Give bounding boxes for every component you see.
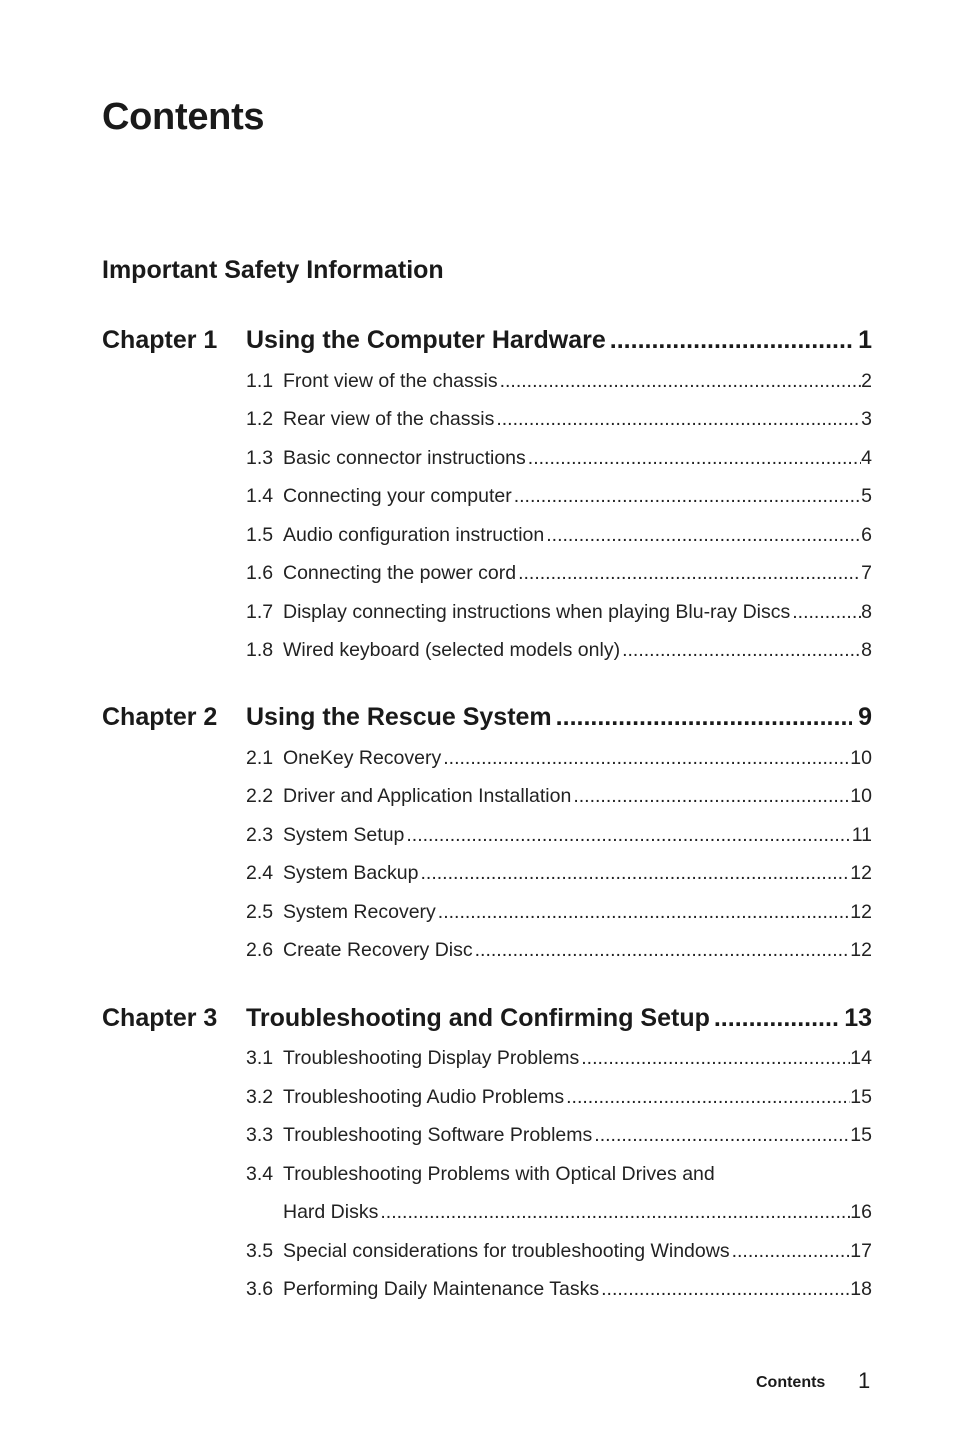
toc-section-2-4[interactable]	[246, 862, 872, 890]
section-number: 3.5	[246, 1240, 274, 1262]
dot-leader	[714, 1004, 838, 1033]
section-number: 1.8	[246, 639, 274, 661]
footer-page-number: 1	[858, 1368, 871, 1393]
section-title: Connecting the power cord	[283, 562, 517, 584]
section-number: 1.2	[246, 408, 274, 430]
chapter-label: Chapter 2	[102, 703, 218, 731]
toc-chapter-1[interactable]	[102, 326, 872, 360]
dot-leader	[528, 447, 861, 470]
section-title: Create Recovery Disc	[283, 939, 473, 961]
toc-section-1-3[interactable]	[246, 447, 872, 475]
section-page-number: 3	[861, 408, 872, 430]
section-number: 3.6	[246, 1278, 274, 1300]
dot-leader	[380, 1201, 850, 1224]
section-page-number: 2	[861, 370, 872, 392]
chapter-page-number: 13	[844, 1004, 872, 1032]
chapter-label: Chapter 3	[102, 1004, 218, 1032]
section-title: OneKey Recovery	[283, 747, 442, 769]
section-page-number: 10	[850, 747, 872, 769]
chapter-title: Using the Rescue System	[246, 703, 552, 731]
section-page-number: 14	[850, 1047, 872, 1069]
section-page-number: 15	[850, 1086, 872, 1108]
dot-leader	[601, 1278, 850, 1301]
dot-leader	[475, 939, 851, 962]
section-title: Troubleshooting Problems with Optical Drives and	[283, 1163, 715, 1185]
section-title: System Recovery	[283, 901, 436, 923]
toc-section-3-1[interactable]	[246, 1047, 872, 1075]
toc-section-1-6[interactable]	[246, 562, 872, 590]
section-title: Basic connector instructions	[283, 447, 526, 469]
section-title: System Backup	[283, 862, 419, 884]
dot-leader	[594, 1124, 850, 1147]
section-number: 3.3	[246, 1124, 274, 1146]
toc-section-2-6[interactable]	[246, 939, 872, 967]
dot-leader	[610, 326, 852, 355]
toc-section-2-1[interactable]	[246, 747, 872, 775]
section-title: Driver and Application Installation	[283, 785, 572, 807]
section-title: Front view of the chassis	[283, 370, 498, 392]
section-title: System Setup	[283, 824, 405, 846]
section-number: 2.5	[246, 901, 274, 923]
section-page-number: 5	[861, 485, 872, 507]
section-number: 2.1	[246, 747, 274, 769]
dot-leader	[438, 901, 851, 924]
section-number: 1.4	[246, 485, 274, 507]
chapter-label: Chapter 1	[102, 326, 218, 354]
dot-leader	[556, 703, 852, 732]
toc-section-3-4[interactable]	[246, 1163, 872, 1191]
section-number: 3.2	[246, 1086, 274, 1108]
section-title: Rear view of the chassis	[283, 408, 495, 430]
chapter-page-number: 9	[858, 703, 872, 731]
section-page-number: 8	[861, 639, 872, 661]
toc-section-1-1[interactable]	[246, 370, 872, 398]
section-title: Troubleshooting Display Problems	[283, 1047, 580, 1069]
dot-leader	[500, 370, 862, 393]
toc-section-3-5[interactable]	[246, 1240, 872, 1268]
toc-section-3-2[interactable]	[246, 1086, 872, 1114]
toc-section-1-8[interactable]	[246, 639, 872, 667]
section-title: Connecting your computer	[283, 485, 512, 507]
toc-section-1-7[interactable]	[246, 601, 872, 629]
footer-label: Contents	[756, 1374, 826, 1391]
section-page-number: 7	[861, 562, 872, 584]
dot-leader	[732, 1240, 851, 1263]
chapter-title: Troubleshooting and Confirming Setup	[246, 1004, 710, 1032]
section-page-number: 15	[850, 1124, 872, 1146]
section-number: 1.7	[246, 601, 274, 623]
section-number: 3.4	[246, 1163, 274, 1185]
toc-section-1-2[interactable]	[246, 408, 872, 436]
section-number: 2.3	[246, 824, 274, 846]
section-number: 2.6	[246, 939, 274, 961]
chapter-title: Using the Computer Hardware	[246, 326, 606, 354]
toc-section-3-3[interactable]	[246, 1124, 872, 1152]
section-number: 1.5	[246, 524, 274, 546]
toc-section-1-5[interactable]	[246, 524, 872, 552]
section-title-continued: Hard Disks	[283, 1201, 379, 1223]
toc-section-3-6[interactable]	[246, 1278, 872, 1306]
section-title: Special considerations for troubleshooting Windows	[283, 1240, 730, 1262]
dot-leader	[566, 1086, 850, 1109]
toc-section-1-4[interactable]	[246, 485, 872, 513]
dot-leader	[573, 785, 850, 808]
page-title: Contents	[102, 96, 265, 138]
dot-leader	[443, 747, 850, 770]
dot-leader	[622, 639, 861, 662]
section-page-number: 10	[850, 785, 872, 807]
section-title: Troubleshooting Software Problems	[283, 1124, 593, 1146]
section-page-number: 12	[850, 862, 872, 884]
chapter-page-number: 1	[858, 326, 872, 354]
section-title: Audio configuration instruction	[283, 524, 545, 546]
section-title: Troubleshooting Audio Problems	[283, 1086, 565, 1108]
section-title: Wired keyboard (selected models only)	[283, 639, 621, 661]
section-number: 1.1	[246, 370, 274, 392]
dot-leader	[518, 562, 861, 585]
section-page-number: 16	[850, 1201, 872, 1223]
toc-section-3-4-continued[interactable]	[246, 1201, 872, 1229]
section-page-number: 12	[850, 901, 872, 923]
section-page-number: 11	[851, 824, 872, 846]
section-page-number: 4	[861, 447, 872, 469]
dot-leader	[420, 862, 850, 885]
toc-chapter-2[interactable]	[102, 703, 872, 737]
section-page-number: 8	[861, 601, 872, 623]
dot-leader	[514, 485, 861, 508]
toc-chapter-3[interactable]	[102, 1004, 872, 1038]
dot-leader	[406, 824, 851, 847]
section-number: 3.1	[246, 1047, 274, 1069]
toc-section-2-3[interactable]	[246, 824, 872, 852]
section-number: 2.4	[246, 862, 274, 884]
section-page-number: 6	[861, 524, 872, 546]
dot-leader	[581, 1047, 850, 1070]
toc-section-2-2[interactable]	[246, 785, 872, 813]
section-page-number: 18	[850, 1278, 872, 1300]
section-title: Performing Daily Maintenance Tasks	[283, 1278, 600, 1300]
section-number: 1.6	[246, 562, 274, 584]
dot-leader	[496, 408, 861, 431]
toc-section-2-5[interactable]	[246, 901, 872, 929]
safety-heading: Important Safety Information	[102, 256, 444, 284]
dot-leader	[546, 524, 861, 547]
section-page-number: 17	[850, 1240, 872, 1262]
section-page-number: 12	[850, 939, 872, 961]
section-title: Display connecting instructions when playing Blu-ray Discs	[283, 601, 791, 623]
dot-leader	[792, 601, 861, 624]
section-number: 2.2	[246, 785, 274, 807]
section-number: 1.3	[246, 447, 274, 469]
